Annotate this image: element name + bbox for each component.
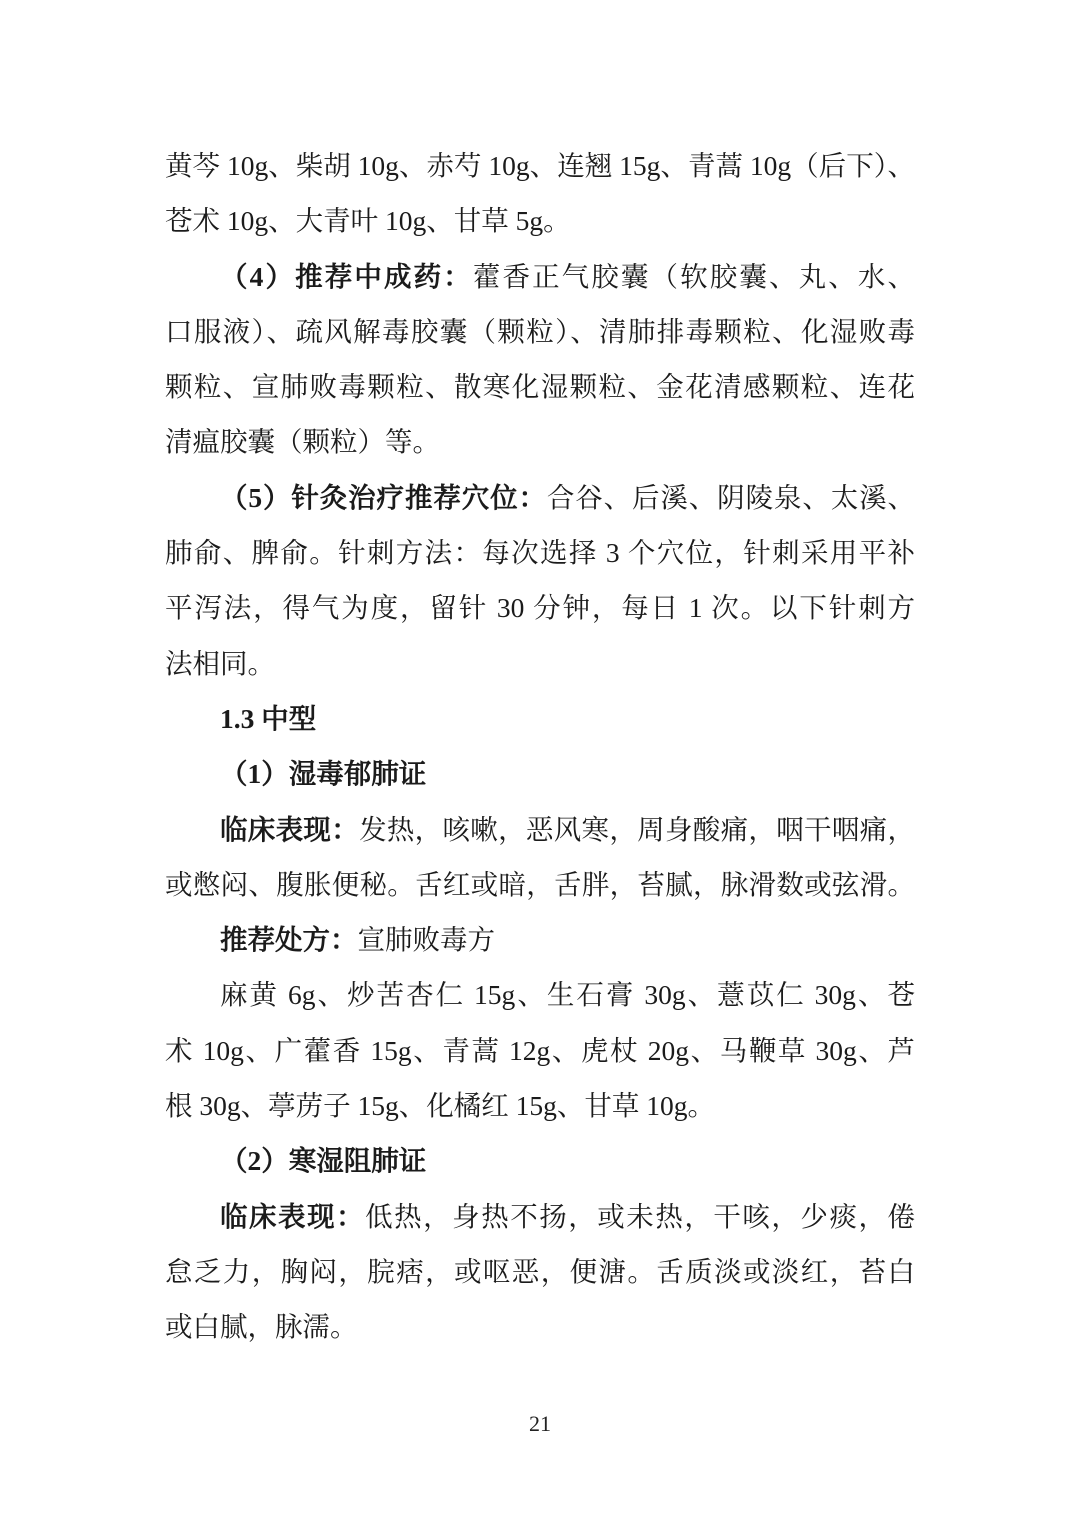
text-line-acupuncture: [165, 580, 915, 635]
acupuncture-text: 肺俞、脾俞。针刺方法：每次选择 3 个穴位，针刺采用平补: [165, 537, 915, 569]
clinical-text: 发热，咳嗽，恶风寒，周身酸痛，咽干咽痛，: [359, 813, 915, 845]
patent-medicine-text: 口服液）、疏风解毒胶囊（颗粒）、清肺排毒颗粒、化湿败毒: [165, 315, 915, 347]
acupuncture-text: 法相同。: [165, 647, 275, 679]
label-clinical-manifestations: 临床表现：: [220, 1200, 366, 1232]
subsection-heading-cold-damp-syndrome: [165, 1133, 915, 1188]
clinical-text: 或憋闷、腹胀便秘。舌红或暗，舌胖，苔腻，脉滑数或弦滑。: [165, 868, 915, 900]
text-line-patent-medicine: [165, 304, 915, 359]
subsection-heading-text: （1）湿毒郁肺证: [220, 758, 427, 790]
prescription-name-text: 宣肺败毒方: [357, 924, 495, 956]
subsection-heading-text: （2）寒湿阻肺证: [220, 1145, 427, 1177]
patent-medicine-text: 颗粒、宣肺败毒颗粒、散寒化湿颗粒、金花清感颗粒、连花: [165, 371, 915, 403]
label-clinical-manifestations: 临床表现：: [220, 813, 360, 845]
document-body: [165, 138, 915, 1355]
text-line-acupuncture: [165, 525, 915, 580]
text-line-patent-medicine: [165, 359, 915, 414]
text-line-patent-medicine-end: [165, 414, 915, 469]
text-line-herb-list-continued: [165, 138, 915, 193]
subsection-heading-damp-toxin-syndrome: [165, 746, 915, 801]
clinical-text: 怠乏力，胸闷，脘痞，或呕恶，便溏。舌质淡或淡红，苔白: [165, 1255, 915, 1287]
text-line-clinical-manifestations: [165, 857, 915, 912]
label-recommended-prescription: 推荐处方：: [220, 924, 358, 956]
text-line-clinical-manifestations-end: [165, 1299, 915, 1354]
acupuncture-text: 平泻法，得气为度，留针 30 分钟，每日 1 次。以下针刺方: [165, 592, 915, 624]
herb-list-text: 根 30g、葶苈子 15g、化橘红 15g、甘草 10g。: [165, 1090, 715, 1122]
herb-list-text: 黄芩 10g、柴胡 10g、赤芍 10g、连翘 15g、青蒿 10g（后下）、: [165, 150, 915, 181]
text-line-prescription-herbs: [165, 967, 915, 1022]
label-acupuncture-points: （5）针灸治疗推荐穴位：: [220, 481, 547, 513]
text-line-clinical-manifestations: [165, 1189, 915, 1244]
patent-medicine-text: 清瘟胶囊（颗粒）等。: [165, 426, 440, 458]
text-line-prescription-herbs: [165, 1023, 915, 1078]
text-line-acupuncture-heading: [165, 470, 915, 525]
clinical-text: 低热，身热不扬，或未热，干咳，少痰，倦: [365, 1200, 915, 1232]
section-heading-1-3-moderate-type: [165, 691, 915, 746]
text-line-patent-medicine-heading: [165, 249, 915, 304]
text-line-prescription-herbs-end: [165, 1078, 915, 1133]
acupuncture-text: 合谷、后溪、阴陵泉、太溪、: [546, 481, 915, 513]
text-line-clinical-manifestations: [165, 1244, 915, 1299]
clinical-text: 或白腻，脉濡。: [165, 1311, 358, 1343]
label-recommended-patent-medicines: （4）推荐中成药：: [220, 260, 473, 292]
page-number: 21: [529, 1411, 551, 1436]
herb-list-text: 麻黄 6g、炒苦杏仁 15g、生石膏 30g、薏苡仁 30g、苍: [220, 979, 915, 1011]
section-heading-text: 1.3 中型: [220, 702, 317, 734]
text-line-clinical-manifestations: [165, 802, 915, 857]
text-line-acupuncture-end: [165, 636, 915, 691]
herb-list-text: 苍术 10g、大青叶 10g、甘草 5g。: [165, 205, 571, 237]
text-line-herb-list-end: [165, 193, 915, 248]
patent-medicine-text: 藿香正气胶囊（软胶囊、丸、水、: [472, 260, 916, 292]
herb-list-text: 术 10g、广藿香 15g、青蒿 12g、虎杖 20g、马鞭草 30g、芦: [165, 1034, 915, 1066]
text-line-recommended-prescription: [165, 912, 915, 967]
